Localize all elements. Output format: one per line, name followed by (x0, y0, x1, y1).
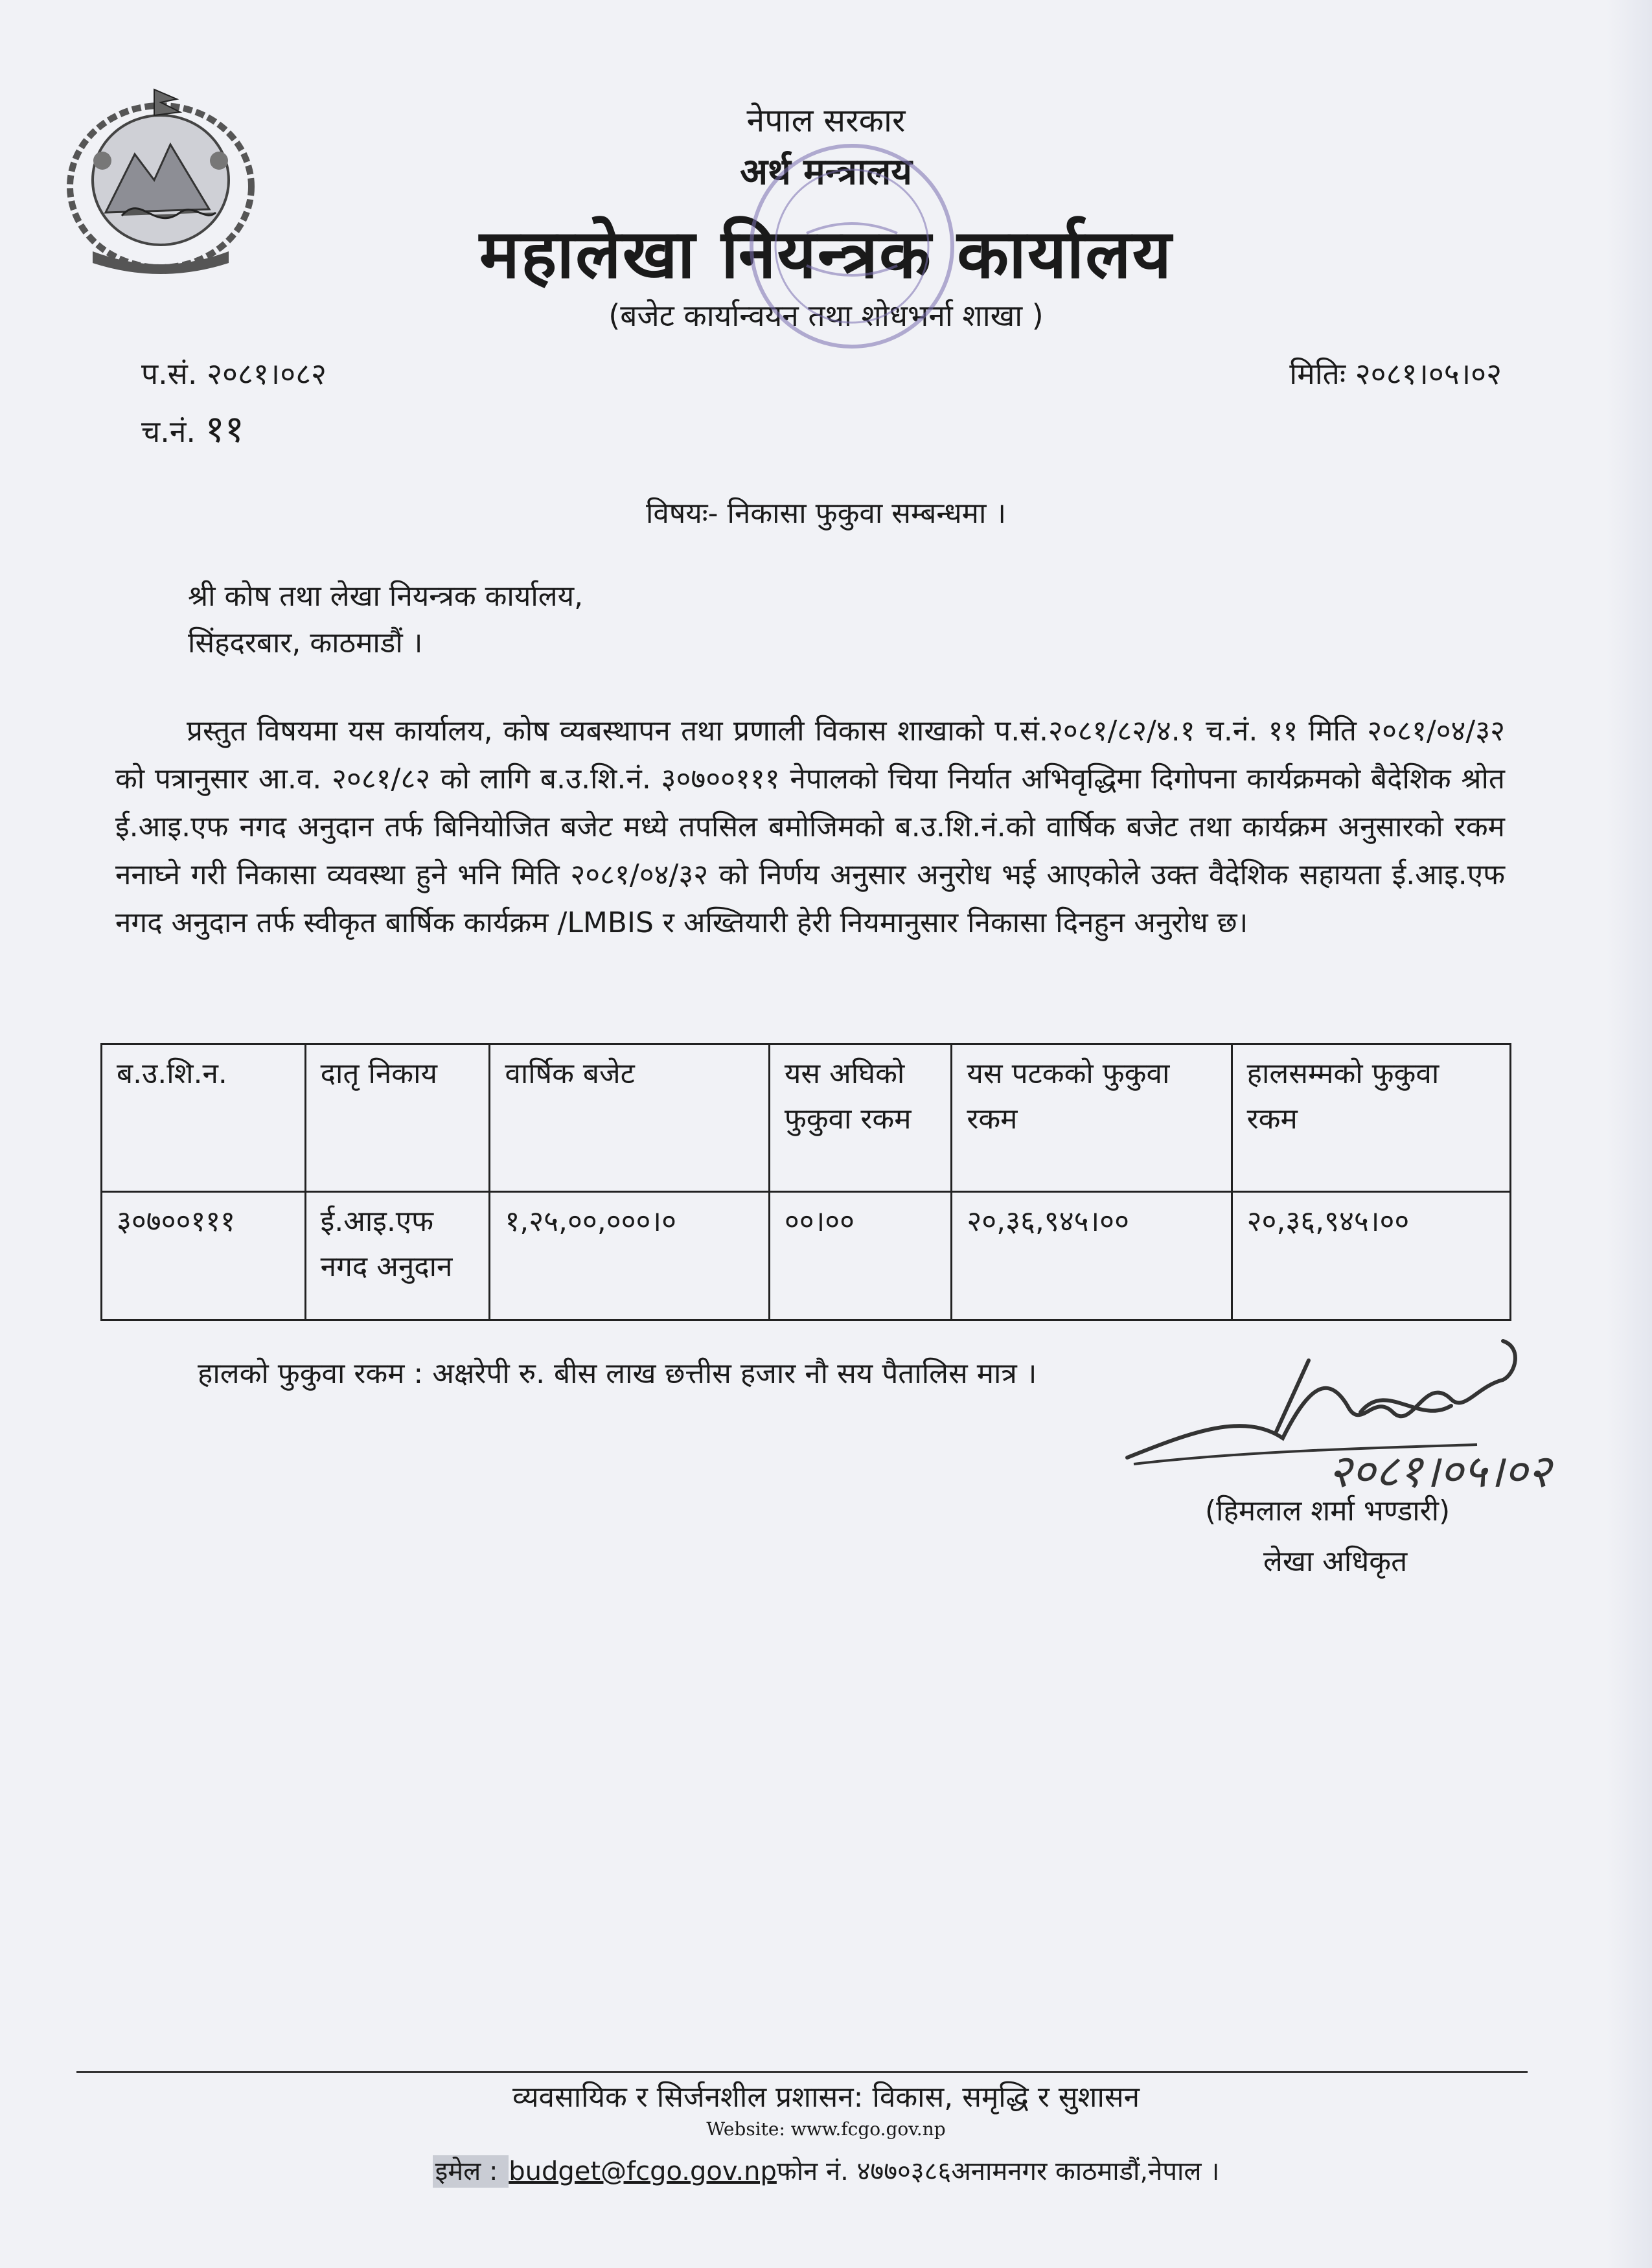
email-label: इमेल : (433, 2155, 509, 2188)
letter-body: प्रस्तुत विषयमा यस कार्यालय, कोष व्यबस्थापन तथा प्रणाली विकास शाखाको प.सं.२०८१/८२/४.१ च.नं. ११ मिति २०८१/०४/३२ को पत्रानुसार आ.व. २०८१/८२ को लागि ब.उ.शि.नं. ३०७००१११ नेपालको चिया निर्यात अभिवृद्धिमा दिगोपना कार्यक्रमको बैदेशिक श्रोत ई.आइ.एफ नगद अनुदान तर्फ बिनियोजित बजेट मध्ये तपसिल बमोजिमको ब.उ.शि.नं.को वार्षिक बजेट तथा कार्यक्रम अनुसारको रकम ननाघ्ने गरी निकासा व्यवस्था हुने भनि मिति २०८१/०४/३२ को निर्णय अनुसार अनुरोध भई आएकोले उक्त वैदेशिक सहायता ई.आइ.एफ नगद अनुदान तर्फ स्वीकृत बार्षिक कार्यक्रम /LMBIS र अख्तियारी हेरी नियमानुसार निकासा दिनहुन अनुरोध छ। (115, 715, 1505, 939)
table-header-row (102, 1044, 1511, 1192)
signer-designation: लेखा अधिकृत (1263, 1545, 1408, 1578)
table-cell: २०,३६,९४५।०० (1232, 1192, 1510, 1320)
footer-contact (0, 2152, 1652, 2188)
table-header: दातृ निकाय (305, 1044, 490, 1192)
section-title: (बजेट कार्यान्वयन तथा शोधभर्ना शाखा ) (608, 298, 1044, 333)
signer-name: (हिमलाल शर्मा भण्डारी) (1205, 1495, 1451, 1528)
table-header: यस अघिको फुकुवा रकम (769, 1044, 952, 1192)
amount-in-words: हालको फुकुवा रकम : अक्षरेपी रु. बीस लाख छत्तीस हजार नौ सय पैतालिस मात्र । (198, 1357, 1037, 1390)
office-title: महालेखा नियन्त्रक कार्यालय (479, 214, 1173, 293)
recipient-address: सिंहदरबार, काठमाडौं । (188, 626, 423, 659)
handwritten-signature (1114, 1334, 1613, 1503)
footer-slogan: व्यवसायिक र सिर्जनशील प्रशासन: विकास, समृद्धि र सुशासन (512, 2081, 1140, 2114)
recipient-office: श्री कोष तथा लेखा नियन्त्रक कार्यालय, (188, 580, 584, 613)
table-header: ब.उ.शि.न. (102, 1044, 306, 1192)
subject-line: विषयः- निकासा फुकुवा सम्बन्धमा । (645, 497, 1007, 530)
government-title: नेपाल सरकार (746, 102, 906, 139)
footer-divider (76, 2071, 1528, 2073)
phone-address: फोन नं. ४७७०३८६अनामनगर काठमाडौं,नेपाल । (776, 2157, 1220, 2186)
office-stamp-icon (735, 136, 969, 356)
handwritten-date: २०८१।०५।०२ (1328, 1445, 1552, 1498)
chalan-value: ११ (205, 407, 244, 451)
table-header: हालसम्मको फुकुवा रकम (1232, 1044, 1510, 1192)
release-table (100, 1043, 1511, 1321)
chalan-label: च.नं. (141, 414, 196, 449)
table-header: वार्षिक बजेट (490, 1044, 769, 1192)
reference-number: प.सं. २०८१।०८२ (141, 356, 327, 391)
table-cell: १,२५,००,०००।० (490, 1192, 769, 1320)
letter-date: मितिः २०८१।०५।०२ (1289, 356, 1502, 391)
table-header: यस पटकको फुकुवा रकम (952, 1044, 1232, 1192)
email-link[interactable]: budget@fcgo.gov.np (509, 2157, 777, 2186)
footer-website: Website: www.fcgo.gov.np (706, 2118, 946, 2140)
table-cell: ई.आइ.एफ नगद अनुदान (305, 1192, 490, 1320)
ministry-title: अर्थ मन्त्रालय (740, 151, 912, 193)
table-cell: ३०७००१११ (102, 1192, 306, 1320)
table-cell: ००।०० (769, 1192, 952, 1320)
table-row (102, 1192, 1511, 1320)
chalan-number (141, 402, 244, 453)
table-cell: २०,३६,९४५।०० (952, 1192, 1232, 1320)
scan-edge-shadow (1607, 0, 1652, 2268)
